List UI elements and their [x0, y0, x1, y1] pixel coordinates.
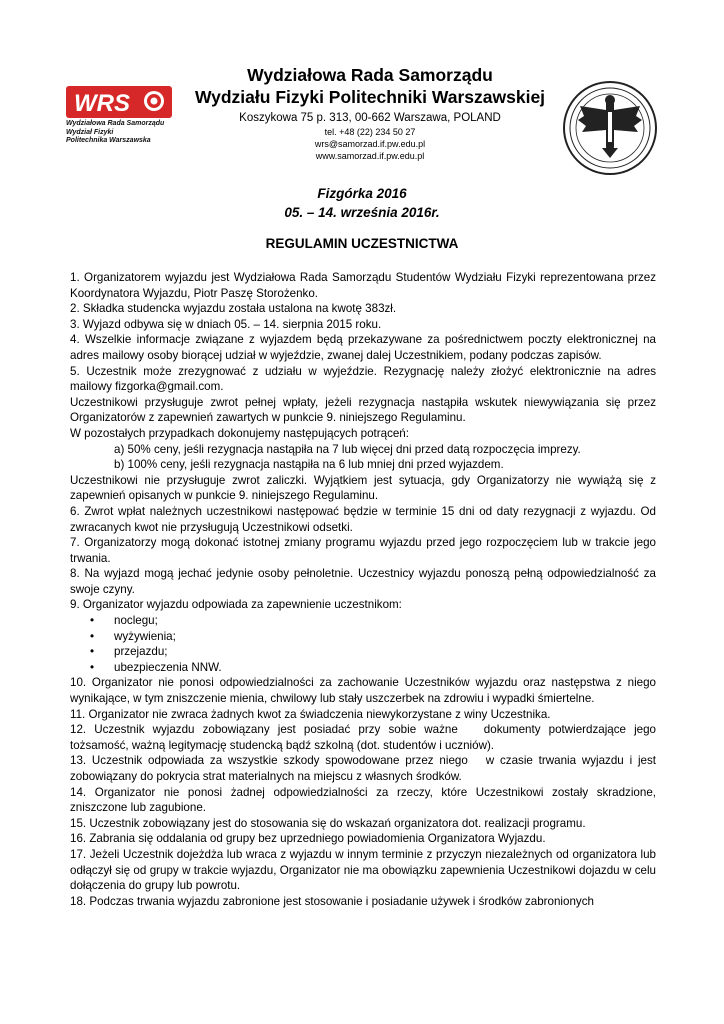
paragraph-13-end: w czasie trwania wyjazdu i jest zobowiązany do pokrycia strat materialnych na miejscu z własnych środków.: [70, 754, 657, 783]
paragraph-6: 6. Zwrot wpłat należnych uczestnikowi następować będzie w terminie 15 dni od daty rezygnacji z wyjazdu. Od zwracanych kwot nie przysługują Uczestnikowi odsetki.: [70, 504, 656, 534]
paragraph-11: 11. Organizator nie zwraca żadnych kwot za świadczenia niewykorzystane z winy Uczestnika.: [70, 707, 551, 721]
logo-caption-line: Wydział Fizyki: [66, 128, 114, 136]
paragraph-12-end: dokumenty potwierdzające jego tożsamość, ważną legitymację studencką bądź szkolną (dot. studentów i uczniów).: [70, 723, 656, 752]
paragraph-7: 7. Organizatorzy mogą dokonać istotnej zmiany programu wyjazdu przed jego rozpoczęciem lub w trakcie jego trwania.: [70, 536, 656, 565]
paragraph-5: 5. Uczestnik może zrezygnować z udziału w wyjeździe. Rezygnację należy złożyć elektronicznie na adres mailowy fizgorka@gmail.com.: [70, 364, 656, 394]
logo-caption: [66, 120, 176, 146]
logo-caption-line: Politechnika Warszawska: [66, 137, 151, 144]
paragraph-16: 16. Zabrania się oddalania od grupy bez uprzedniego powiadomienia Organizatora Wyjazdu.: [70, 832, 546, 846]
paragraph-13: [70, 753, 656, 784]
regulations-body: [70, 270, 656, 909]
paragraph-9: 9. Organizator wyjazdu odpowiada za zapewnienie uczestnikom:: [70, 598, 402, 612]
deduction-b: b) 100% ceny, jeśli rezygnacja nastąpiła na 6 lub mniej dni przed wyjazdem.: [114, 458, 504, 472]
logo-caption-line: Wydziałowa Rada Samorządu: [66, 120, 165, 127]
eagle-seal-icon: [562, 80, 658, 176]
paragraph-8: 8. Na wyjazd mogą jechać jedynie osoby pełnoletnie. Uczestnicy wyjazdu ponoszą pełną odpowiedzialność za swoje czyny.: [70, 567, 656, 596]
paragraph-14: 14. Organizator nie ponosi żadnej odpowiedzialności za rzeczy, które Uczestnikowi zostały skradzione, zniszczone lub zagubione.: [70, 785, 656, 815]
paragraph-4: 4. Wszelkie informacje związane z wyjazdem będą przekazywane za pośrednictwem poczty elektronicznej na adres mailowy osoby biorącej udział w wyjeździe, zwanej dalej Uczestnikiem, podany podczas zapisów.: [70, 333, 656, 362]
paragraph-18: 18. Podczas trwania wyjazdu zabronione jest stosowanie i posiadanie używek i środków zabronionych: [70, 894, 594, 908]
deduction-a: a) 50% ceny, jeśli rezygnacja nastąpiła na 7 lub więcej dni przed datą rozpoczęcia imprezy.: [114, 442, 581, 456]
paragraph-3: 3. Wyjazd odbywa się w dniach 05. – 14. sierpnia 2015 roku.: [70, 317, 382, 331]
paragraph-2: 2. Składka studencka wyjazdu została ustalona na kwotę 383zł.: [70, 302, 397, 316]
event-name: Fizgórka 2016: [317, 186, 407, 201]
wrs-logo-icon: [66, 86, 172, 118]
paragraph-17: 17. Jeżeli Uczestnik dojeżdża lub wraca z wyjazdu w innym terminie z przyczyn niezależnych od organizatora lub odłączył się od grupy w trakcie wyjazdu, Organizator nie ma obowiązku zapewnienia Uczestnikowi dojazdu w celu dołączenia do grupy lub powrotu.: [70, 847, 656, 893]
org-website: www.samorzad.if.pw.edu.pl: [315, 151, 425, 161]
paragraph-1: 1. Organizatorem wyjazdu jest Wydziałowa Rada Samorządu Studentów Wydziału Fizyki reprezentowana przez Koordynatora Wyjazdu, Piotr Paszę Storożenko.: [70, 271, 656, 300]
org-address: Koszykowa 75 p. 313, 00-662 Warszawa, POLAND: [239, 112, 501, 124]
paragraph-12: [70, 722, 656, 753]
paragraph-5-refund: Uczestnikowi przysługuje zwrot pełnej wpłaty, jeżeli rezygnacja nastąpiła wskutek niewywiązania się przez Organizatorów z zapewnień zawartych w punkcie 9. niniejszego Regulaminu.: [70, 395, 656, 425]
org-name-line1: Wydziałowa Rada Samorządu: [247, 65, 493, 85]
org-email: wrs@samorzad.if.pw.edu.pl: [314, 139, 426, 149]
paragraph-5-deposit: Uczestnikowi nie przysługuje zwrot zaliczki. Wyjątkiem jest sytuacja, gdy Organizatorzy nie wywiążą się z zapewnień opisanych w punkcie 9. niniejszego Regulaminu.: [70, 473, 656, 503]
document-title: REGULAMIN UCZESTNICTWA: [265, 236, 459, 251]
org-name-line2: Wydziału Fizyki Politechniki Warszawskiej: [194, 87, 546, 107]
paragraph-15: 15. Uczestnik zobowiązany jest do stosowania się do wskazań organizatora dot. realizacji programu.: [70, 816, 586, 830]
event-heading: [0, 184, 724, 222]
paragraph-10: 10. Organizator nie ponosi odpowiedzialności za zachowanie Uczestników wyjazdu oraz następstwa z niego wynikające, w tym zniszczenie mienia, chwilowy lub stały uszczerbek na zdrowiu i wypadki śmiertelne.: [70, 676, 656, 706]
letterhead: [180, 64, 560, 162]
svg-text:WRS: WRS: [74, 90, 130, 117]
event-dates: 05. – 14. września 2016r.: [284, 205, 440, 220]
org-phone: tel. +48 (22) 234 50 27: [324, 127, 416, 137]
wrs-logo: [66, 86, 176, 146]
list-item: • przejazdu;: [70, 644, 656, 660]
paragraph-5-deductions: W pozostałych przypadkach dokonujemy następujących potrąceń:: [70, 426, 409, 440]
paragraph-12-start: 12. Uczestnik wyjazdu zobowiązany jest posiadać przy sobie ważne: [70, 723, 458, 737]
list-item: • ubezpieczenia NNW.: [70, 660, 656, 676]
list-item: • noclegu;: [70, 613, 656, 629]
paragraph-13-start: 13. Uczestnik odpowiada za wszystkie szkody spowodowane przez niego: [70, 754, 468, 768]
list-item: • wyżywienia;: [70, 629, 656, 645]
